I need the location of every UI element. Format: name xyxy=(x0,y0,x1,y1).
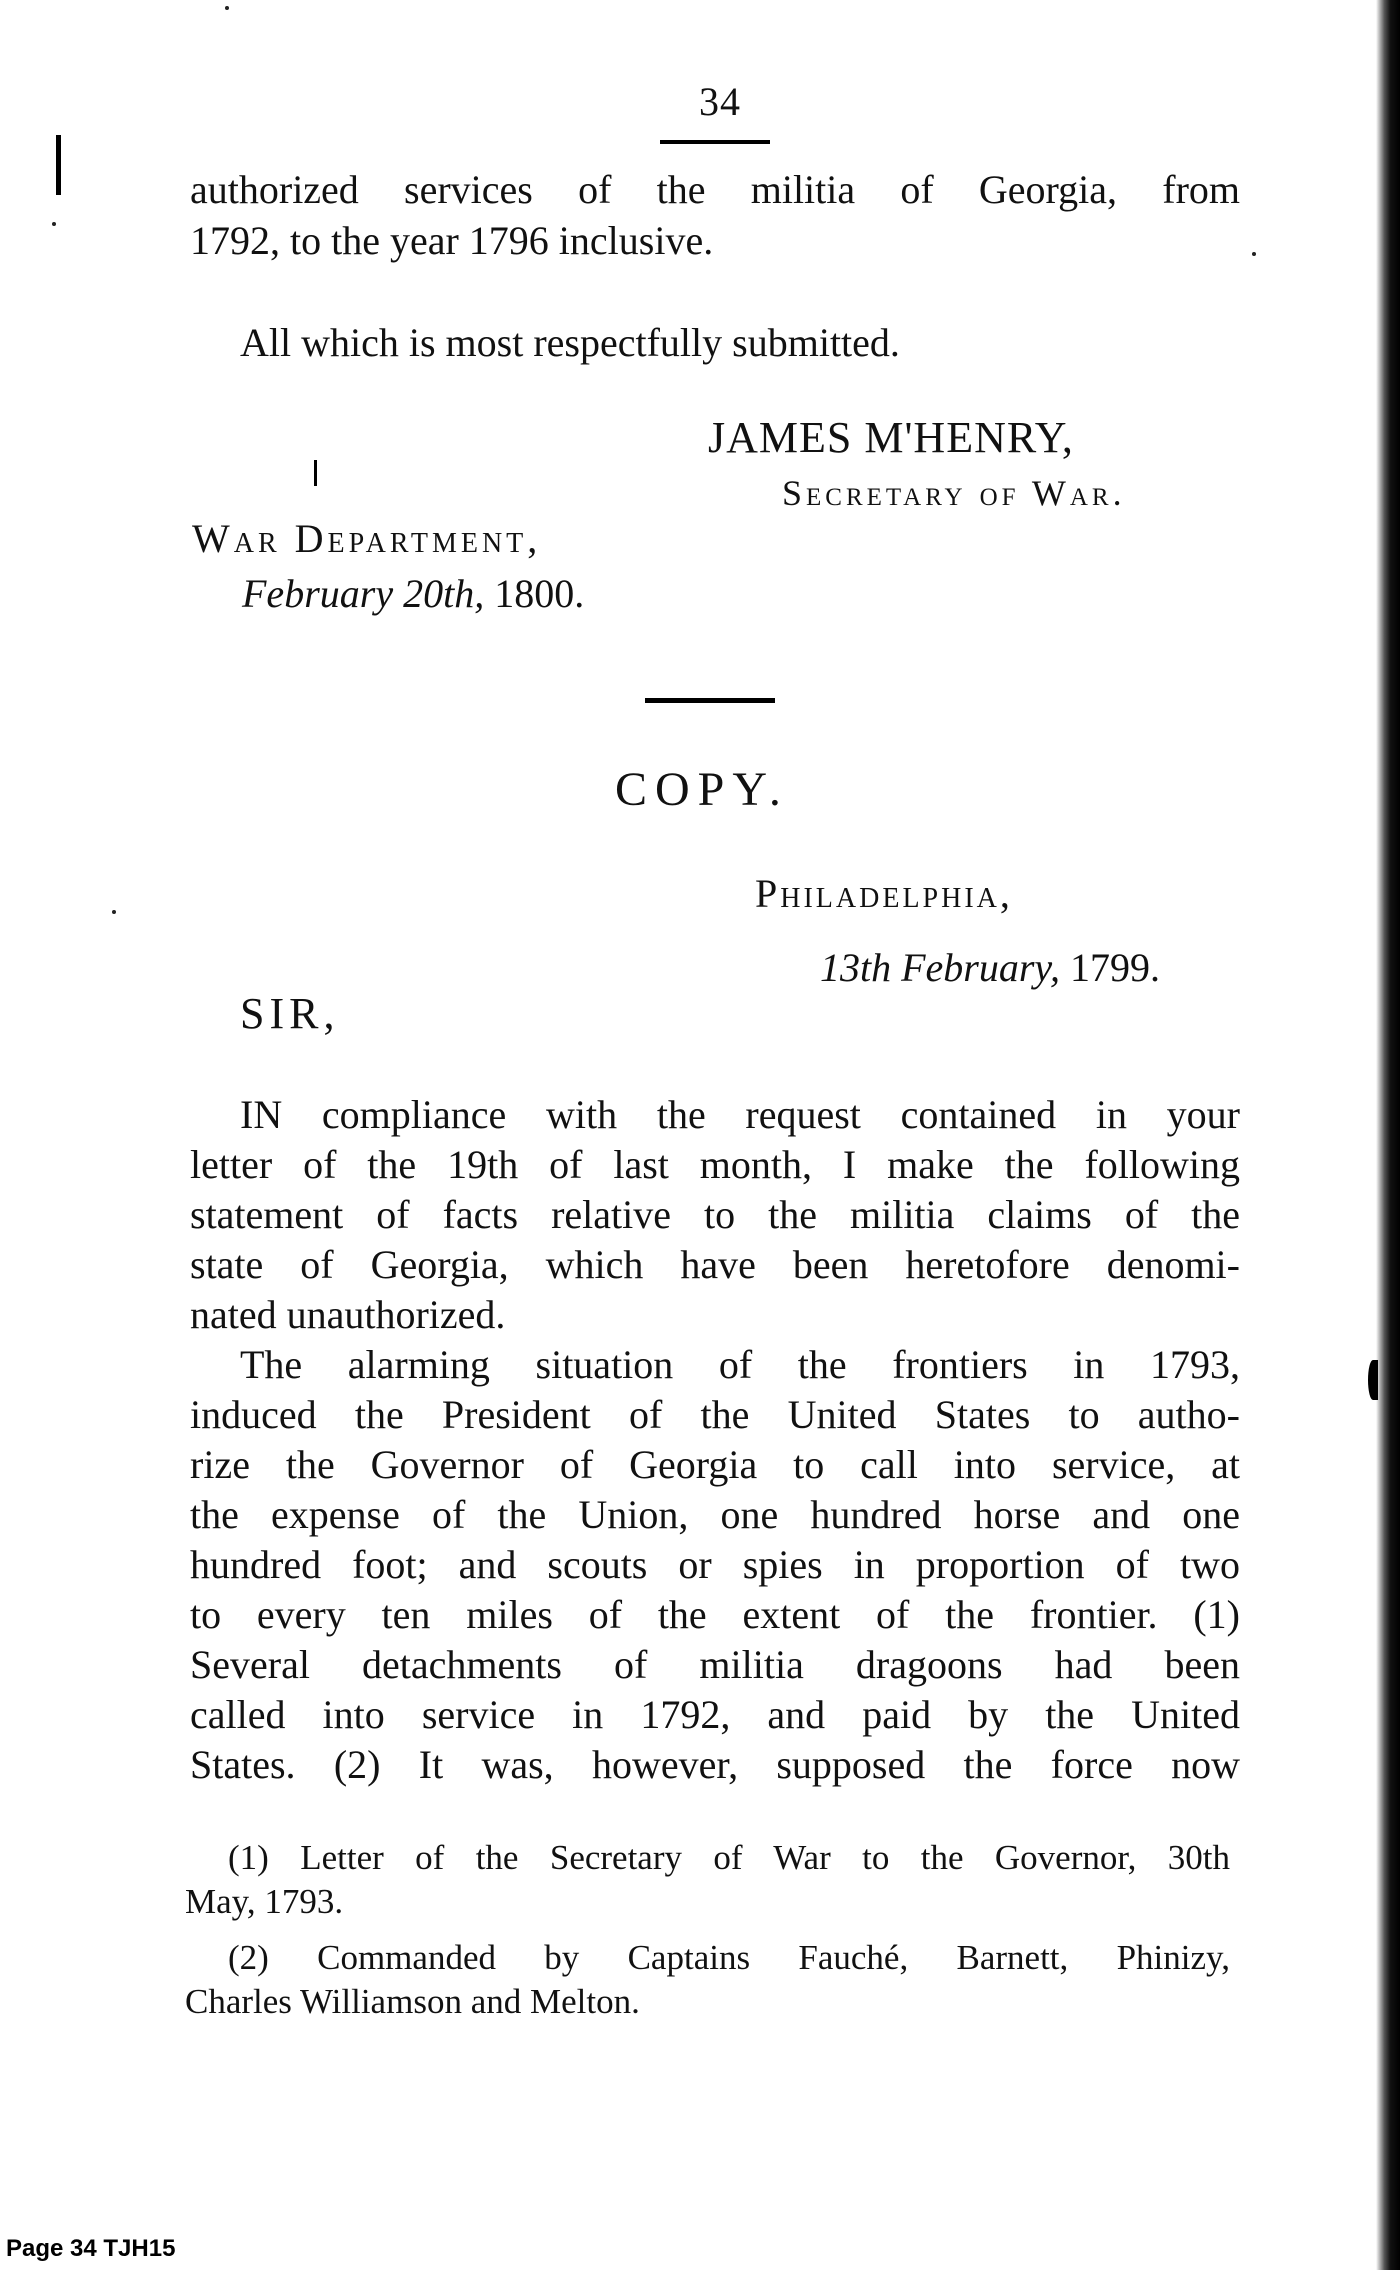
paragraph-1-line: state of Georgia, which have been heretofore denomi- xyxy=(190,1242,1240,1287)
department-name: War Department, xyxy=(192,516,542,561)
date-year: 1800. xyxy=(494,571,585,616)
paragraph-1-line: nated unauthorized. xyxy=(190,1292,506,1337)
paragraph-2-line: Several detachments of militia dragoons had been xyxy=(190,1642,1240,1687)
page-number-rule xyxy=(660,140,770,144)
page-edge-notch xyxy=(1368,1360,1378,1400)
letter-date-month-day: 13th February, xyxy=(820,945,1060,990)
footnote-2-line: (2) Commanded by Captains Fauché, Barnett, Phinizy, xyxy=(228,1938,1230,1977)
signer-name: JAMES M'HENRY, xyxy=(708,413,1074,462)
speck xyxy=(112,910,116,914)
paragraph-1-line: letter of the 19th of last month, I make the following xyxy=(190,1142,1240,1187)
letter-date xyxy=(820,944,1160,991)
scanned-page-edge xyxy=(1376,0,1400,2270)
paragraph-2-line: to every ten miles of the extent of the frontier. (1) xyxy=(190,1592,1240,1637)
paragraph-2-line: rize the Governor of Georgia to call into service, at xyxy=(190,1442,1240,1487)
closing-line: All which is most respectfully submitted. xyxy=(240,320,900,365)
letter-place: Philadelphia, xyxy=(755,871,1013,916)
signer-title: Secretary of War. xyxy=(782,473,1126,513)
paragraph-2-line: called into service in 1792, and paid by the United xyxy=(190,1692,1240,1737)
speck xyxy=(225,6,229,10)
footnote-1-line: (1) Letter of the Secretary of War to the Governor, 30th xyxy=(228,1838,1230,1877)
paragraph-2-line: The alarming situation of the frontiers in 1793, xyxy=(240,1342,1240,1387)
continuation-line: 1792, to the year 1796 inclusive. xyxy=(190,218,714,263)
paragraph-1-line: statement of facts relative to the militia claims of the xyxy=(190,1192,1240,1237)
footer-label: Page 34 TJH15 xyxy=(6,2235,176,2262)
continuation-line: authorized services of the militia of Georgia, from xyxy=(190,167,1240,212)
margin-mark-left xyxy=(56,135,61,195)
footnote-2-line: Charles Williamson and Melton. xyxy=(185,1982,640,2021)
footnote-1-line: May, 1793. xyxy=(185,1882,344,1921)
copy-heading: COPY. xyxy=(615,763,789,816)
margin-mark-small xyxy=(314,460,317,486)
paragraph-2-line: hundred foot; and scouts or spies in proportion of two xyxy=(190,1542,1240,1587)
paragraph-2-line: States. (2) It was, however, supposed the force now xyxy=(190,1742,1240,1787)
paragraph-2-line: the expense of the Union, one hundred horse and one xyxy=(190,1492,1240,1537)
salutation: SIR, xyxy=(240,989,340,1038)
speck xyxy=(52,222,56,226)
paragraph-1-line: IN compliance with the request contained in your xyxy=(240,1092,1240,1137)
letter-date-year: 1799. xyxy=(1069,945,1160,990)
paragraph-2-line: induced the President of the United States to autho- xyxy=(190,1392,1240,1437)
speck xyxy=(1252,252,1256,256)
section-rule xyxy=(645,698,775,703)
date-month-day: February 20th, xyxy=(242,571,485,616)
department-date xyxy=(242,570,584,617)
page-number: 34 xyxy=(699,79,741,124)
